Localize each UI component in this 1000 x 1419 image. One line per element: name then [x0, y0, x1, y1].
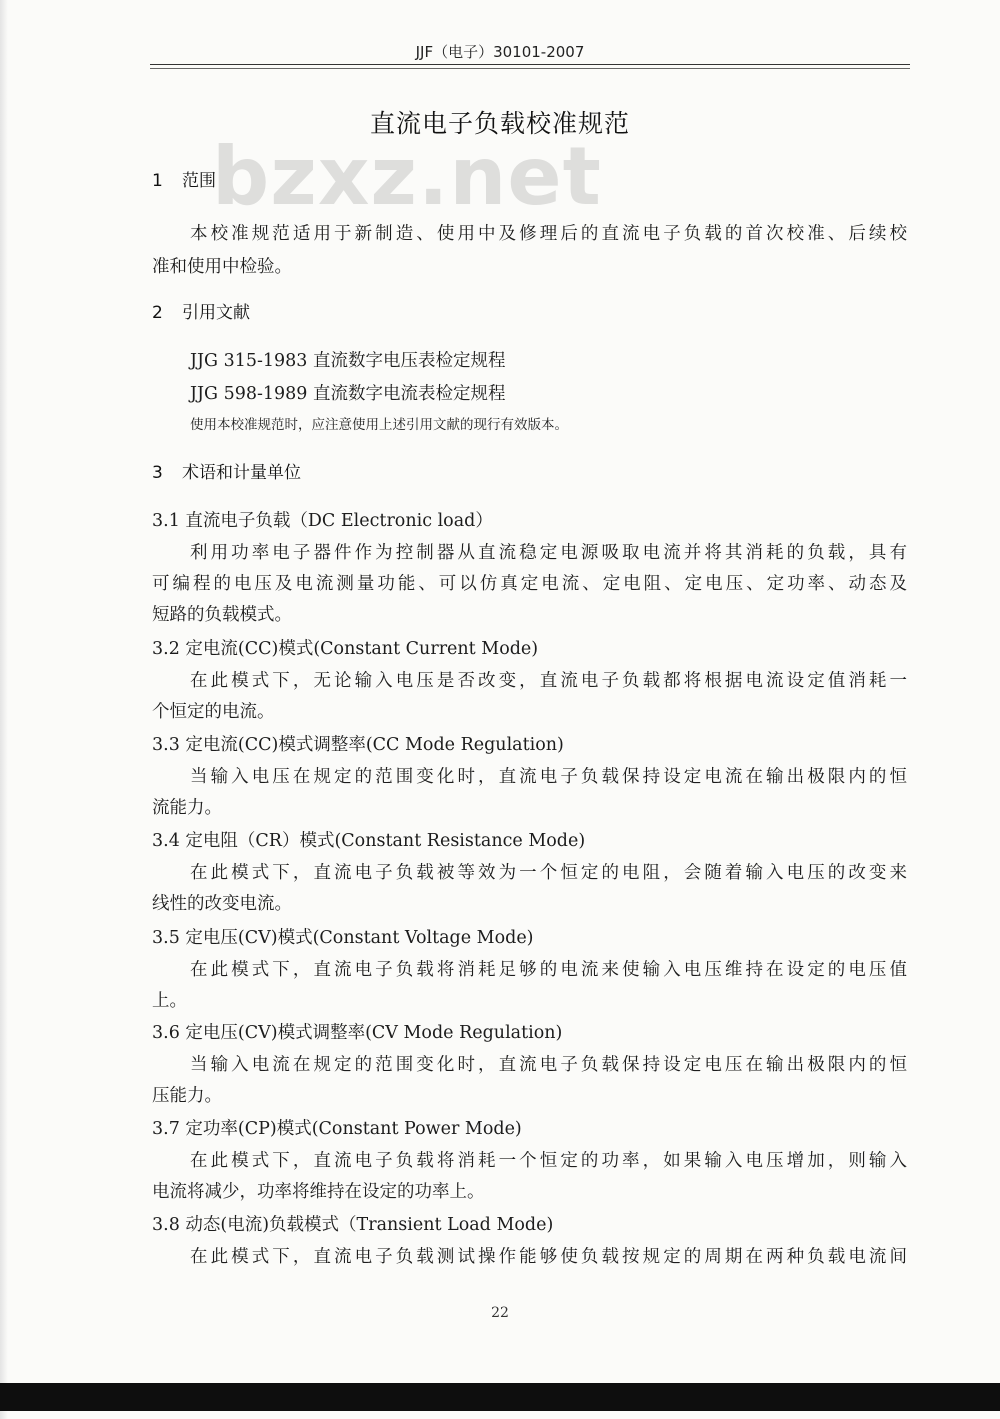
page-number: 22 [491, 1305, 509, 1321]
paragraph-line: 可编程的电压及电流测量功能、可以仿真定电流、定电阻、定电压、定功率、动态及 [152, 574, 907, 594]
term-heading: 3.1 直流电子负载（DC Electronic load） [152, 511, 493, 531]
term-heading: 3.4 定电阻（CR）模式(Constant Resistance Mode) [152, 831, 586, 851]
paragraph-line: 当输入电压在规定的范围变化时，直流电子负载保持设定电流在输出极限内的恒 [190, 767, 907, 787]
section-1-heading [152, 166, 216, 191]
term-heading: 3.6 定电压(CV)模式调整率(CV Mode Regulation) [152, 1023, 563, 1043]
paragraph-line: 利用功率电子器件作为控制器从直流稳定电源吸取电流并将其消耗的负载，具有 [190, 543, 907, 563]
paragraph-line: 个恒定的电流。 [152, 702, 275, 722]
scan-edge-shadow [0, 0, 8, 1419]
term-heading: 3.2 定电流(CC)模式(Constant Current Mode) [152, 639, 539, 659]
paragraph-line: 上。 [152, 991, 187, 1011]
section-number: 3 [152, 463, 163, 483]
standard-code-header: JJF（电子）30101-2007 [415, 43, 585, 61]
section-2-heading [152, 298, 250, 323]
paragraph-line: 在此模式下，直流电子负载被等效为一个恒定的电阻，会随着输入电压的改变来 [190, 863, 907, 883]
reference-item: JJG 315-1983 直流数字电压表检定规程 [190, 351, 506, 371]
term-heading: 3.8 动态(电流)负载模式（Transient Load Mode) [152, 1215, 554, 1235]
paragraph-line: 在此模式下，直流电子负载将消耗足够的电流来使输入电压维持在设定的电压值 [190, 960, 907, 980]
term-heading: 3.5 定电压(CV)模式(Constant Voltage Mode) [152, 928, 534, 948]
header-rule-thin [150, 68, 910, 69]
scan-bottom-edge [0, 1383, 1000, 1411]
section-title: 术语和计量单位 [182, 463, 301, 483]
paragraph-line: 流能力。 [152, 798, 222, 818]
term-heading: 3.7 定功率(CP)模式(Constant Power Mode) [152, 1119, 522, 1139]
paragraph-line: 在此模式下，直流电子负载测试操作能够使负载按规定的周期在两种负载电流间 [190, 1247, 907, 1267]
document-title: 直流电子负载校准规范 [369, 109, 630, 138]
term-heading: 3.3 定电流(CC)模式调整率(CC Mode Regulation) [152, 735, 564, 755]
reference-item: JJG 598-1989 直流数字电流表检定规程 [190, 384, 506, 404]
section-title: 引用文献 [182, 303, 250, 323]
paragraph-line: 压能力。 [152, 1086, 222, 1106]
paragraph-line: 在此模式下，无论输入电压是否改变，直流电子负载都将根据电流设定值消耗一 [190, 671, 907, 691]
paragraph-line: 短路的负载模式。 [152, 605, 292, 625]
paragraph-line: 准和使用中检验。 [152, 257, 292, 277]
reference-note: 使用本校准规范时，应注意使用上述引用文献的现行有效版本。 [190, 417, 568, 433]
paragraph-line: 本校准规范适用于新制造、使用中及修理后的直流电子负载的首次校准、后续校 [190, 224, 907, 244]
header-rule [150, 64, 910, 65]
paragraph-line: 电流将减少，功率将维持在设定的功率上。 [152, 1182, 485, 1202]
paragraph-line: 在此模式下，直流电子负载将消耗一个恒定的功率，如果输入电压增加，则输入 [190, 1151, 907, 1171]
paragraph-line: 线性的改变电流。 [152, 894, 292, 914]
section-title: 范围 [182, 171, 216, 191]
section-number: 1 [152, 171, 163, 191]
paragraph-line: 当输入电流在规定的范围变化时，直流电子负载保持设定电压在输出极限内的恒 [190, 1055, 907, 1075]
watermark: bzxz.net [212, 130, 602, 223]
section-3-heading [152, 458, 301, 483]
section-number: 2 [152, 303, 163, 323]
